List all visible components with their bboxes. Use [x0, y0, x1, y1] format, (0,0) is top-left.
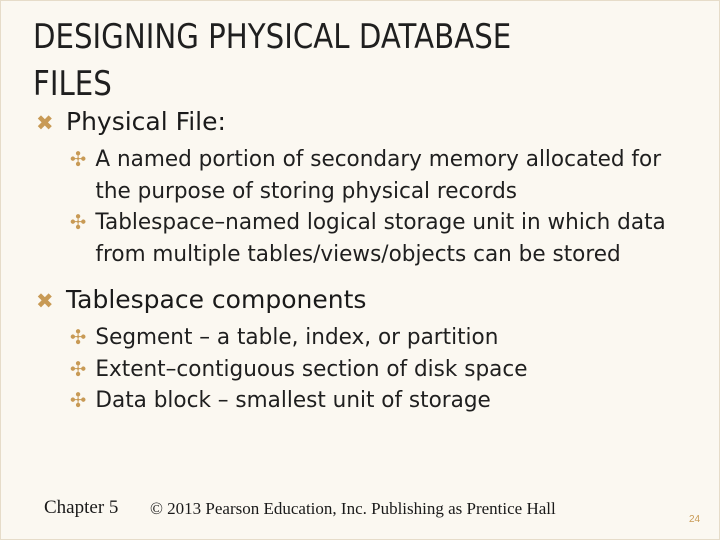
sub-bullet	[66, 385, 674, 417]
cross-bullet-icon: ✣	[69, 147, 87, 171]
bullet-text: Tablespace components	[66, 285, 367, 314]
sub-bullet-group	[36, 144, 686, 270]
sub-bullet-text: A named portion of secondary memory allocated for the purpose of storing physical records	[95, 147, 662, 204]
slide-title: DESIGNING PHYSICAL DATABASE FILES	[33, 17, 512, 104]
bullet-tablespace-components	[36, 284, 686, 316]
cross-bullet-icon: ✣	[69, 388, 87, 412]
sub-bullet	[66, 354, 674, 386]
sub-bullet-text: Extent–contiguous section of disk space	[95, 356, 528, 382]
footer-copyright: © 2013 Pearson Education, Inc. Publishing as Prentice Hall	[150, 499, 556, 518]
cross-bullet-icon: ✣	[69, 356, 87, 381]
sub-bullet-text: Data block – smallest unit of storage	[95, 388, 491, 413]
sub-bullet-group	[36, 322, 686, 417]
x-bullet-icon: ✖	[36, 289, 54, 313]
sub-bullet	[66, 144, 674, 207]
x-bullet-icon: ✖	[36, 111, 54, 135]
sub-bullet-text: Tablespace–named logical storage unit in which data from multiple tables/views/objects can be stored	[95, 210, 666, 267]
cross-bullet-icon: ✣	[69, 325, 87, 349]
bullet-physical-file	[36, 106, 686, 138]
slide-content	[36, 106, 686, 417]
sub-bullet-text: Segment – a table, index, or partition	[95, 325, 499, 350]
sub-bullet	[66, 207, 674, 270]
sub-bullet	[66, 322, 674, 354]
footer-chapter: Chapter 5	[44, 497, 119, 518]
bullet-text: Physical File:	[66, 107, 226, 136]
page-number: 24	[689, 514, 701, 525]
cross-bullet-icon: ✣	[69, 210, 87, 234]
